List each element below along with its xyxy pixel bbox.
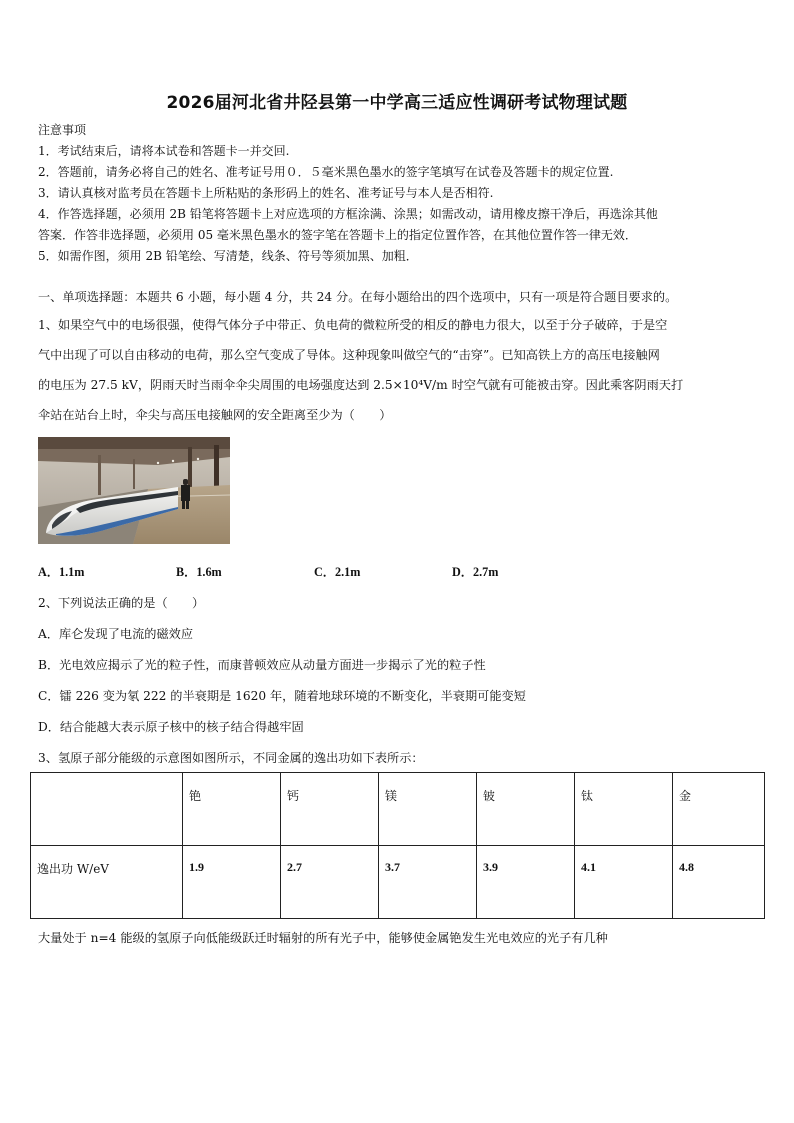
train-photo xyxy=(38,437,230,544)
table-header-cell: 钛 xyxy=(575,773,673,846)
note-item: 3．请认真核对监考员在答题卡上所粘贴的条形码上的姓名、准考证号与本人是否相符. xyxy=(38,186,494,200)
table-header-cell: 铍 xyxy=(477,773,575,846)
table-header-cell: 铯 xyxy=(183,773,281,846)
q2-option-b[interactable]: B．光电效应揭示了光的粒子性，而康普顿效应从动量方面进一步揭示了光的粒子性 xyxy=(38,658,486,672)
note-item: 2．答题前，请务必将自己的姓名、准考证号用０．５毫米黑色墨水的签字笔填写在试卷及答题卡的规定位置. xyxy=(38,165,614,179)
note-item: 答案．作答非选择题，必须用 05 毫米黑色墨水的签字笔在答题卡上的指定位置作答，在其他位置作答一律无效． xyxy=(38,228,637,242)
table-cell: 3.7 xyxy=(379,846,477,919)
q1-option-d[interactable]: D．2.7m xyxy=(452,565,499,579)
table-cell: 1.9 xyxy=(183,846,281,919)
section-heading: 一、单项选择题：本题共 6 小题，每小题 4 分，共 24 分。在每小题给出的四个选项中，只有一项是符合题目要求的。 xyxy=(38,290,678,304)
q2-option-c[interactable]: C．镭 226 变为氡 222 的半衰期是 1620 年，随着地球环境的不断变化，半衰期可能变短 xyxy=(38,689,526,703)
q1-option-c[interactable]: C．2.1m xyxy=(314,565,361,579)
q2-option-d[interactable]: D．结合能越大表示原子核中的核子结合得越牢固 xyxy=(38,720,304,734)
notes-heading: 注意事项 xyxy=(38,123,87,137)
table-cell: 3.9 xyxy=(477,846,575,919)
q1-line: 1、如果空气中的电场很强，使得气体分子中带正、负电荷的微粒所受的相反的静电力很大，以至于分子破碎，于是空 xyxy=(38,318,668,332)
table-cell: 4.8 xyxy=(673,846,765,919)
work-function-table xyxy=(30,772,765,919)
q2-option-a[interactable]: A．库仑发现了电流的磁效应 xyxy=(38,627,194,641)
table-header-cell: 镁 xyxy=(379,773,477,846)
q1-line: 气中出现了可以自由移动的电荷，那么空气变成了导体。这种现象叫做空气的“击穿”。已知高铁上方的高压电接触网 xyxy=(38,348,660,362)
table-header-cell xyxy=(31,773,183,846)
table-cell: 4.1 xyxy=(575,846,673,919)
q1-line: 伞站在站台上时，伞尖与高压电接触网的安全距离至少为（ ） xyxy=(38,408,392,422)
q3-stem: 3、氢原子部分能级的示意图如图所示，不同金属的逸出功如下表所示： xyxy=(38,751,424,765)
table-header-cell: 金 xyxy=(673,773,765,846)
table-row-label: 逸出功 W/eV xyxy=(31,846,183,919)
note-item: 5．如需作图，须用 2B 铅笔绘、写清楚，线条、符号等须加黑、加粗． xyxy=(38,249,418,263)
table-header-cell: 钙 xyxy=(281,773,379,846)
q1-line: 的电压为 27.5 kV，阴雨天时当雨伞伞尖周围的电场强度达到 2.5×10⁴V/m 时空气就有可能被击穿。因此乘客阴雨天打 xyxy=(38,378,684,392)
note-item: 1．考试结束后，请将本试卷和答题卡一并交回. xyxy=(38,144,290,158)
q1-option-b[interactable]: B．1.6m xyxy=(176,565,222,579)
q1-option-a[interactable]: A．1.1m xyxy=(38,565,85,579)
table-row xyxy=(31,846,765,919)
table-cell: 2.7 xyxy=(281,846,379,919)
page-title: 2026届河北省井陉县第一中学高三适应性调研考试物理试题 xyxy=(166,93,628,113)
q2-stem: 2、下列说法正确的是（ ） xyxy=(38,596,205,610)
table-header-row xyxy=(31,773,765,846)
note-item: 4．作答选择题，必须用 2B 铅笔将答题卡上对应选项的方框涂满、涂黑；如需改动，请用橡皮擦干净后，再选涂其他 xyxy=(38,207,658,221)
q3-question: 大量处于 n=4 能级的氢原子向低能级跃迁时辐射的所有光子中，能够使金属铯发生光电效应的光子有几种 xyxy=(38,931,608,945)
